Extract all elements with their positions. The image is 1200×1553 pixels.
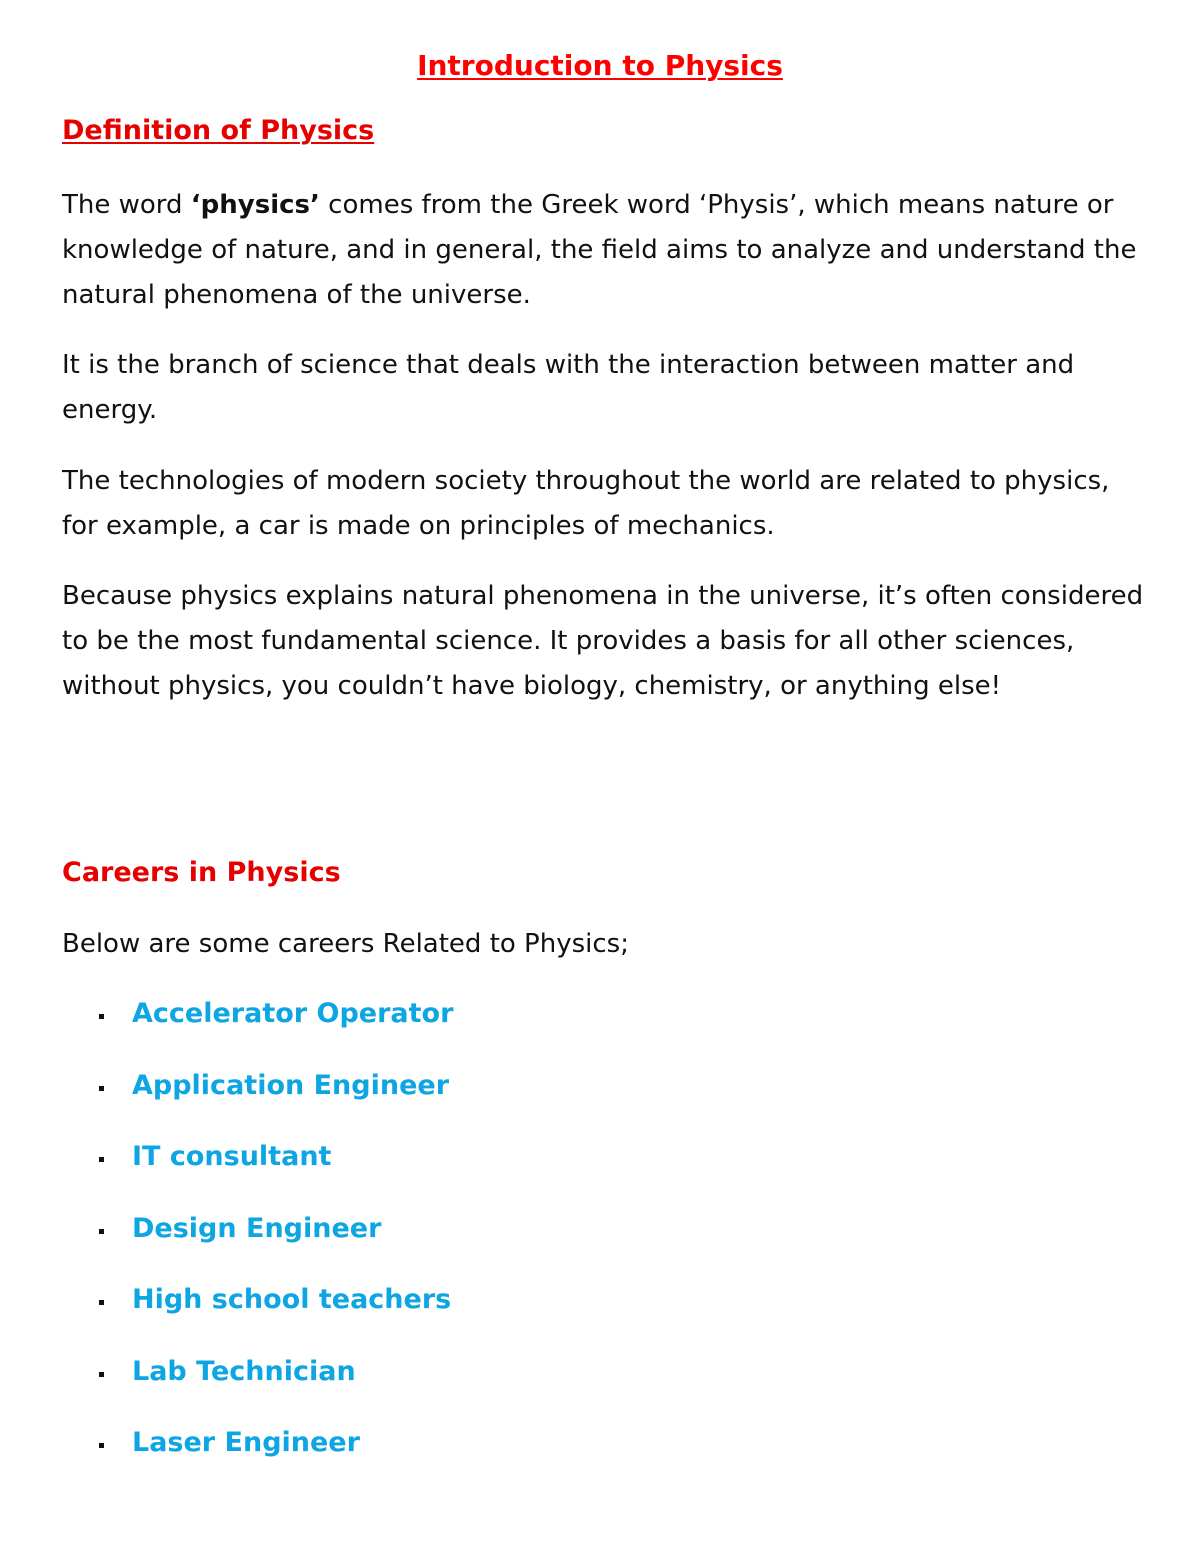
square-bullet-icon [99, 1086, 104, 1091]
square-bullet-icon [99, 1372, 104, 1377]
career-label: High school teachers [132, 1284, 452, 1315]
physics-term-bold: ‘physics’ [190, 190, 320, 220]
square-bullet-icon [99, 1157, 104, 1162]
career-label: Laser Engineer [132, 1427, 360, 1458]
square-bullet-icon [99, 1300, 104, 1305]
square-bullet-icon [99, 1014, 104, 1019]
list-item [0, 994, 1200, 1066]
career-label: Lab Technician [132, 1355, 356, 1387]
list-item [0, 1423, 1200, 1495]
paragraph-etymology-rest: comes from the Greek word ‘Physis’, which means nature or knowledge of nature, and in general, the field aims to analyze and understand the natural phenomena of the universe. [62, 190, 1137, 310]
careers-intro: Below are some careers Related to Physics; [62, 929, 629, 959]
list-item [0, 1352, 1200, 1424]
careers-list [0, 994, 1200, 1495]
page-title: Introduction to Physics [417, 49, 783, 82]
career-label: Application Engineer [132, 1069, 450, 1101]
list-item [0, 1137, 1200, 1209]
career-label: IT consultant [132, 1141, 332, 1172]
career-label: Design Engineer [132, 1212, 382, 1244]
career-label: Accelerator Operator [132, 998, 454, 1029]
list-item [0, 1209, 1200, 1281]
list-item [0, 1066, 1200, 1138]
paragraph-fundamental-science: Because physics explains natural phenomena in the universe, it’s often considered to be the most fundamental science. It provides a basis for all other sciences, without physics, you couldn’t have biology, chemistry, or anything else! [62, 581, 1144, 701]
list-item [0, 1280, 1200, 1352]
paragraph-etymology-start: The word [62, 190, 191, 220]
square-bullet-icon [99, 1443, 104, 1448]
paragraph-etymology [62, 183, 1152, 318]
careers-heading: Careers in Physics [62, 857, 341, 888]
definition-heading: Definition of Physics [62, 115, 375, 146]
paragraph-branch-of-science: It is the branch of science that deals with the interaction between matter and energy. [62, 350, 1075, 425]
paragraph-technologies: The technologies of modern society throughout the world are related to physics, for example, a car is made on principles of mechanics. [62, 466, 1110, 541]
square-bullet-icon [99, 1229, 104, 1234]
